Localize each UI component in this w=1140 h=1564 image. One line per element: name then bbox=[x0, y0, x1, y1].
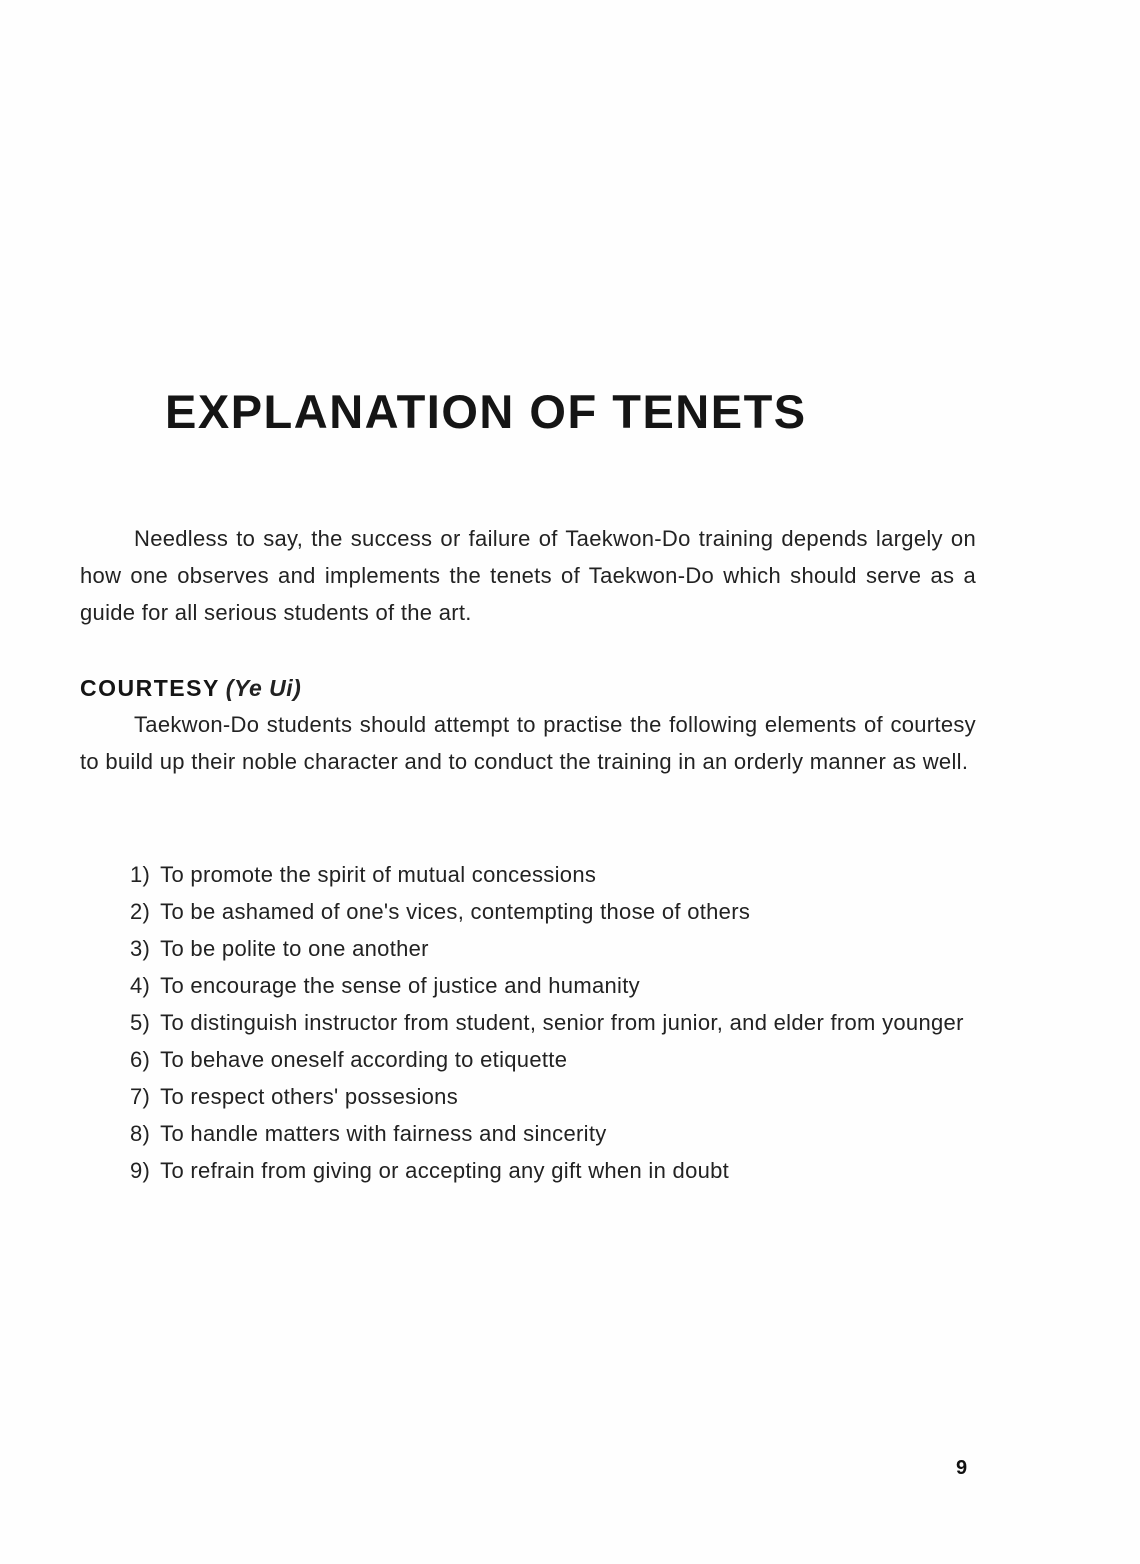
list-item-number: 1) bbox=[130, 862, 151, 887]
list-item-text: To distinguish instructor from student, senior from junior, and elder from younger bbox=[160, 1010, 964, 1035]
list-item bbox=[80, 967, 976, 1004]
list-item bbox=[80, 1004, 976, 1041]
section-heading-romanized: (Ye Ui) bbox=[225, 675, 302, 701]
list-item-number: 6) bbox=[130, 1047, 151, 1072]
list-item-number: 5) bbox=[130, 1010, 151, 1035]
section-heading-text: COURTESY bbox=[80, 675, 220, 701]
page-title: EXPLANATION OF TENETS bbox=[165, 385, 807, 438]
list-item bbox=[80, 856, 976, 893]
page-number: 9 bbox=[956, 1457, 968, 1479]
list-item-number: 9) bbox=[130, 1158, 151, 1183]
list-item-text: To refrain from giving or accepting any gift when in doubt bbox=[160, 1158, 730, 1183]
list-item bbox=[80, 930, 976, 967]
list-item-number: 7) bbox=[130, 1084, 151, 1109]
list-item-text: To be polite to one another bbox=[160, 936, 429, 961]
list-item-number: 4) bbox=[130, 973, 151, 998]
intro-paragraph: Needless to say, the success or failure of Taekwon-Do training depends largely on how one observes and implements the tenets of Taekwon-Do which should serve as a guide for all serious students of the art. bbox=[80, 526, 976, 625]
courtesy-paragraph: Taekwon-Do students should attempt to practise the following elements of courtesy to build up their noble character and to conduct the training in an orderly manner as well. bbox=[80, 712, 976, 774]
list-item-text: To handle matters with fairness and sincerity bbox=[160, 1121, 607, 1146]
list-item-text: To behave oneself according to etiquette bbox=[160, 1047, 568, 1072]
list-item bbox=[80, 893, 976, 930]
list-item-number: 8) bbox=[130, 1121, 151, 1146]
list-item-text: To encourage the sense of justice and humanity bbox=[160, 973, 640, 998]
list-item-text: To promote the spirit of mutual concessions bbox=[160, 862, 597, 887]
courtesy-elements-list bbox=[80, 856, 976, 1189]
list-item bbox=[80, 1041, 976, 1078]
list-item-number: 3) bbox=[130, 936, 151, 961]
list-item bbox=[80, 1115, 976, 1152]
list-item-text: To be ashamed of one's vices, contempting those of others bbox=[160, 899, 751, 924]
list-item bbox=[80, 1152, 976, 1189]
list-item-number: 2) bbox=[130, 899, 151, 924]
list-item-text: To respect others' possesions bbox=[160, 1084, 458, 1109]
section-heading-courtesy bbox=[80, 670, 301, 707]
list-item bbox=[80, 1078, 976, 1115]
